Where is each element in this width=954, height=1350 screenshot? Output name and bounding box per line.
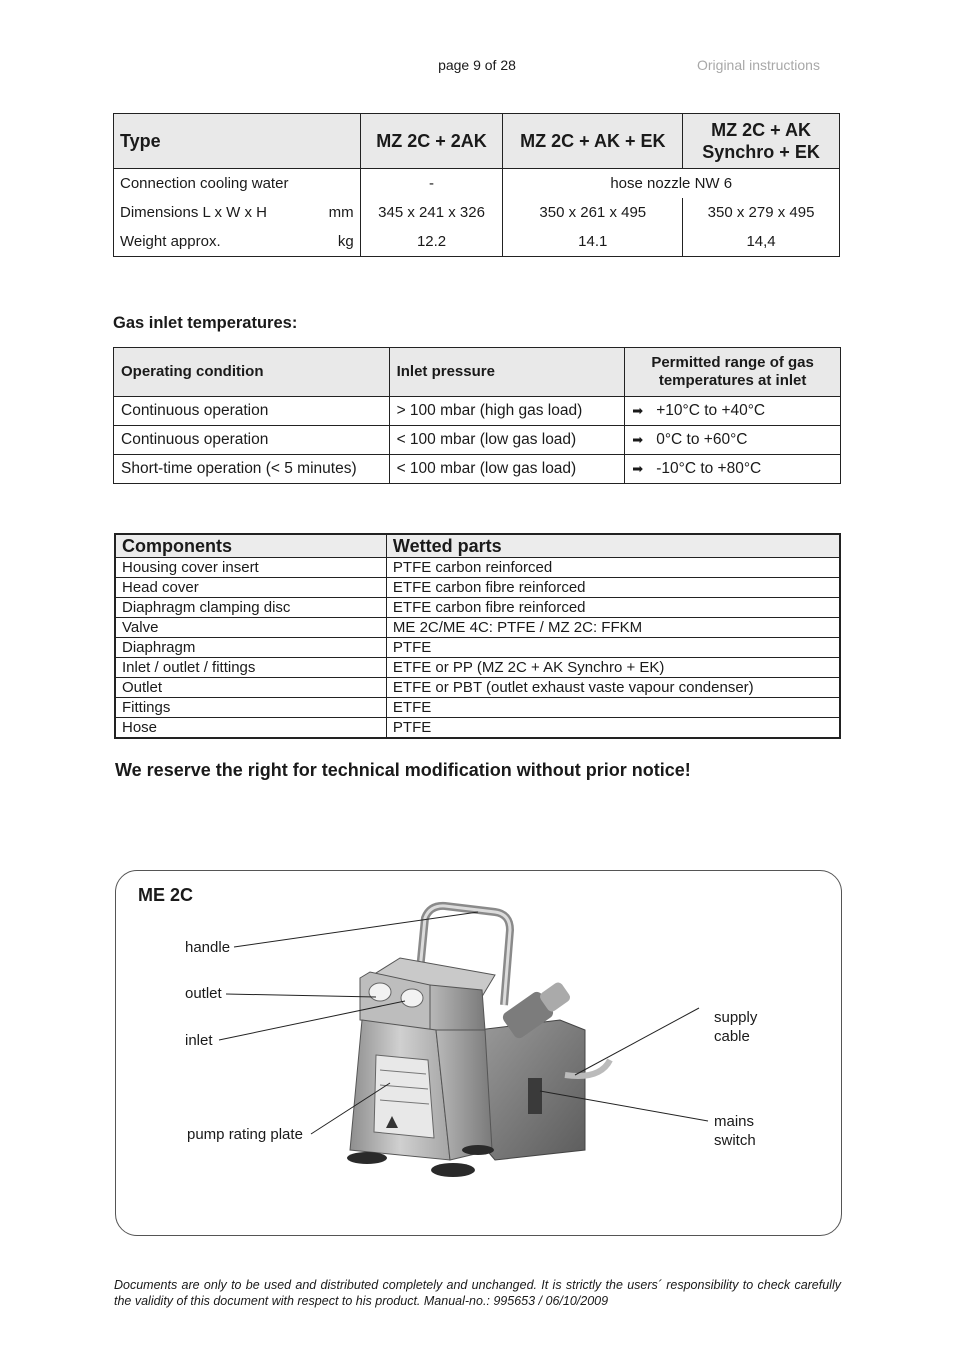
table-cell: 345 x 241 x 326 [360,198,503,227]
table-cell: ➡ 0°C to +60°C [625,426,841,455]
column-header: Operating condition [114,348,390,397]
table-cell: Short-time operation (< 5 minutes) [114,455,390,484]
table-cell: Housing cover insert [115,558,386,578]
table-cell: < 100 mbar (low gas load) [389,455,625,484]
table-cell: ME 2C/ME 4C: PTFE / MZ 2C: FFKM [386,618,840,638]
row-label: Weight approx. kg [114,227,361,257]
table-cell: 350 x 261 x 495 [503,198,683,227]
table-cell: Hose [115,718,386,739]
table-cell: PTFE [386,718,840,739]
table-cell: > 100 mbar (high gas load) [389,397,625,426]
column-header: MZ 2C + AK + EK [503,114,683,169]
mains-switch-body [528,1078,542,1114]
table-cell: ETFE or PBT (outlet exhaust vaste vapour condenser) [386,678,840,698]
table-cell: 12.2 [360,227,503,257]
table-cell: hose nozzle NW 6 [503,169,840,199]
table-cell: Valve [115,618,386,638]
unit-label: mm [328,204,354,221]
footer-disclaimer: Documents are only to be used and distributed completely and unchanged. It is strictly the users´ responsibility to check carefully the validity of this document with respect to his product. Manual-no.: 995653 / 06/10/2009 [114,1278,841,1308]
arrow-right-icon: ➡ [632,461,644,476]
modification-notice: We reserve the right for technical modification without prior notice! [115,760,691,780]
rating-plate-graphic [374,1055,434,1138]
column-header: Inlet pressure [389,348,625,397]
outlet-leader [226,994,376,997]
column-header: MZ 2C + 2AK [360,114,503,169]
column-header: Type [114,114,361,169]
table-cell: Fittings [115,698,386,718]
pump-foot [431,1163,475,1177]
table-cell: ➡ -10°C to +80°C [625,455,841,484]
pump-foot [462,1145,494,1155]
table-cell: Head cover [115,578,386,598]
table-cell: 14.1 [503,227,683,257]
label-inlet: inlet [185,1032,213,1049]
pump-foot [347,1152,387,1164]
table-cell: PTFE [386,638,840,658]
table-cell: Inlet / outlet / fittings [115,658,386,678]
unit-label: kg [337,233,354,250]
column-header: Wetted parts [386,534,840,558]
figure-title: ME 2C [138,885,194,905]
arrow-right-icon: ➡ [632,432,644,447]
column-header: Permitted range of gas temperatures at inlet [625,348,841,397]
inlet-port [401,989,423,1007]
table-cell: Continuous operation [114,426,390,455]
table-cell: PTFE carbon reinforced [386,558,840,578]
row-label: Dimensions L x W x H mm [114,198,361,227]
label-outlet: outlet [185,985,222,1002]
table-cell: ETFE [386,698,840,718]
table-cell: ➡ +10°C to +40°C [625,397,841,426]
page-number: page 9 of 28 [438,57,516,73]
table-cell: ETFE or PP (MZ 2C + AK Synchro + EK) [386,658,840,678]
table-cell: 14,4 [683,227,840,257]
label-handle: handle [185,939,231,956]
table-cell: ETFE carbon fibre reinforced [386,578,840,598]
supply-cable-leader [575,1008,699,1075]
table-cell: Diaphragm clamping disc [115,598,386,618]
column-header: Components [115,534,386,558]
table-cell: ETFE carbon fibre reinforced [386,598,840,618]
handle-leader [234,912,478,947]
column-header: MZ 2C + AK Synchro + EK [683,114,840,169]
outlet-port [369,983,391,1001]
table-cell: 350 x 279 x 495 [683,198,840,227]
table-cell: Continuous operation [114,397,390,426]
label-supply-cable: supply cable [714,1009,758,1045]
table-cell: Diaphragm [115,638,386,658]
row-label: Connection cooling water [114,169,361,199]
label-pump-rating-plate: pump rating plate [187,1126,303,1143]
table-cell: Outlet [115,678,386,698]
table-cell: < 100 mbar (low gas load) [389,426,625,455]
arrow-right-icon: ➡ [632,403,644,418]
gas-section-title: Gas inlet temperatures: [113,314,298,332]
document-type-label: Original instructions [697,57,820,73]
label-mains-switch: mains switch [714,1113,756,1149]
table-cell: - [360,169,503,199]
